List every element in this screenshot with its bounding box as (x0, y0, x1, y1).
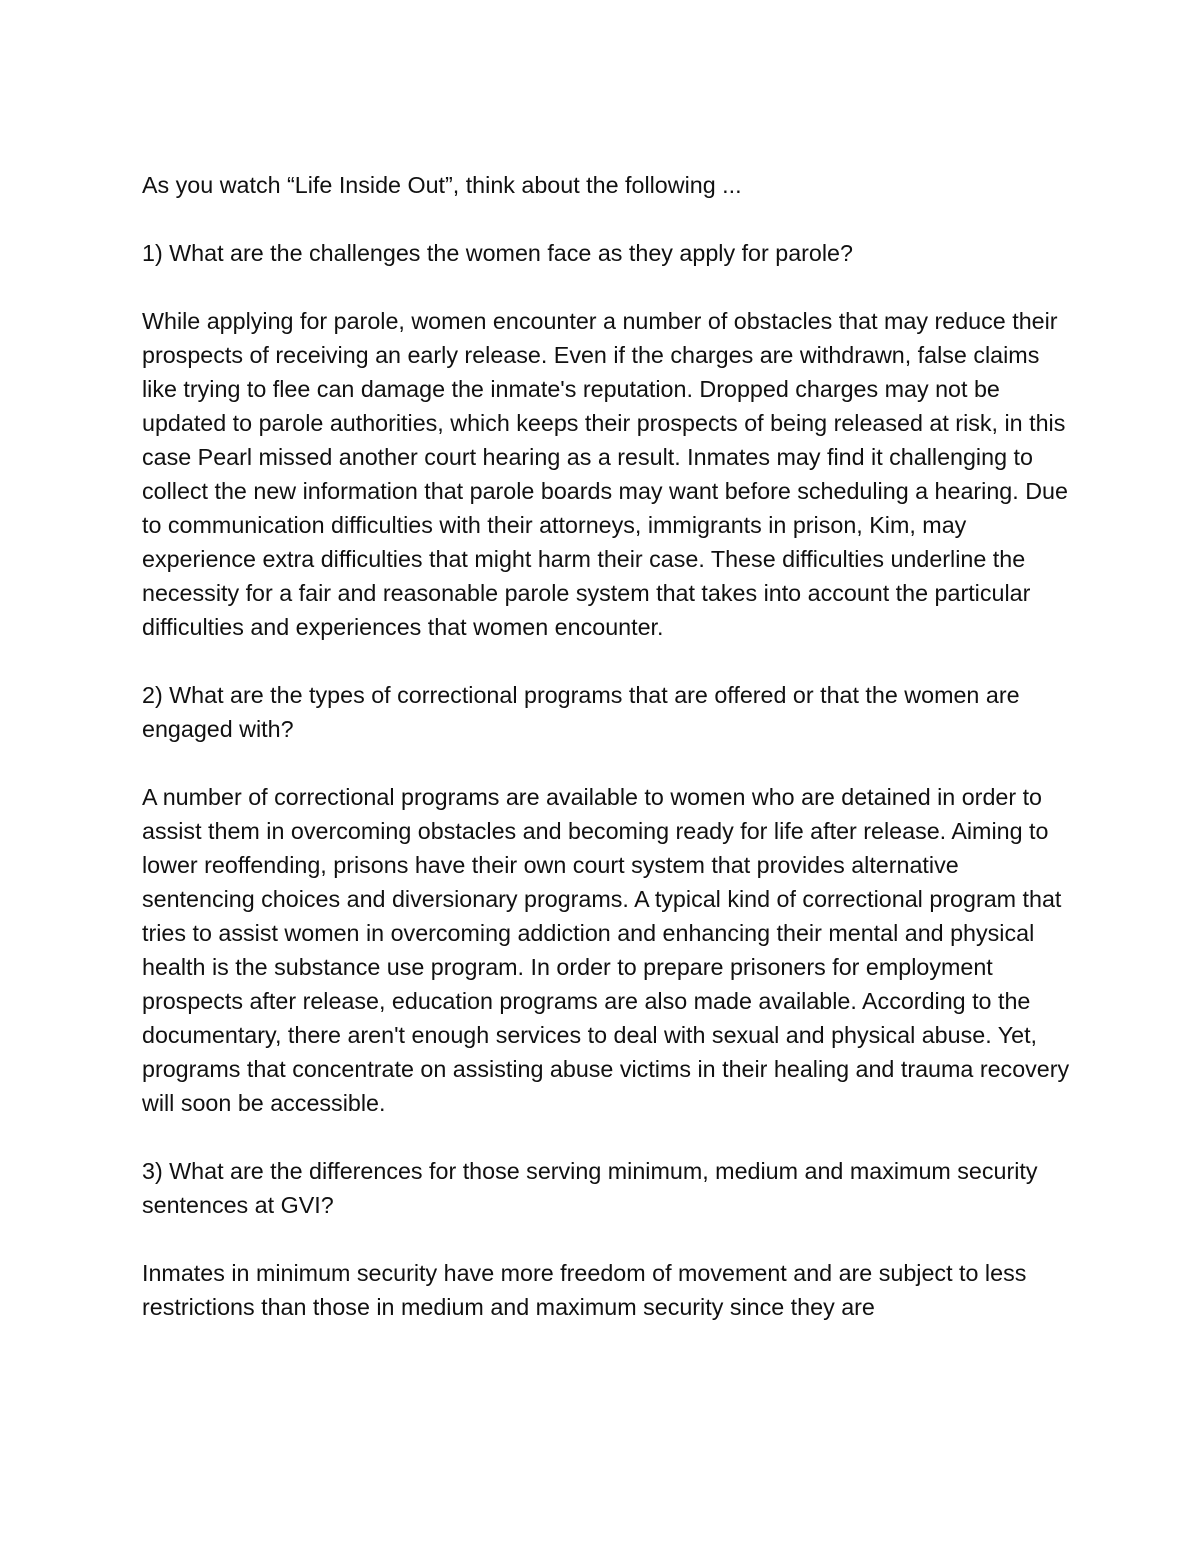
answer-3: Inmates in minimum security have more freedom of movement and are subject to less restrictions than those in medium and maximum security since they are (142, 1260, 1027, 1320)
question-2: 2) What are the types of correctional programs that are offered or that the women are engaged with? (142, 682, 1020, 742)
question-1: 1) What are the challenges the women face as they apply for parole? (142, 240, 853, 266)
answer-1: While applying for parole, women encounter a number of obstacles that may reduce their prospects of receiving an early release. Even if the charges are withdrawn, false claims like trying to flee can damage the inmate's reputation. Dropped charges may not be updated to parole authorities, which keeps their prospects of being released at risk, in this case Pearl missed another court hearing as a result. Inmates may find it challenging to collect the new information that parole boards may want before scheduling a hearing. Due to communication difficulties with their attorneys, immigrants in prison, Kim, may experience extra difficulties that might harm their case. These difficulties underline the necessity for a fair and reasonable parole system that takes into account the particular difficulties and experiences that women encounter. (142, 308, 1068, 640)
question-3: 3) What are the differences for those serving minimum, medium and maximum security sentences at GVI? (142, 1158, 1038, 1218)
document-body (142, 168, 1072, 1358)
intro-line: As you watch “Life Inside Out”, think about the following ... (142, 172, 742, 198)
answer-2: A number of correctional programs are available to women who are detained in order to assist them in overcoming obstacles and becoming ready for life after release. Aiming to lower reoffending, prisons have their own court system that provides alternative sentencing choices and diversionary programs. A typical kind of correctional program that tries to assist women in overcoming addiction and enhancing their mental and physical health is the substance use program. In order to prepare prisoners for employment prospects after release, education programs are also made available. According to the documentary, there aren't enough services to deal with sexual and physical abuse. Yet, programs that concentrate on assisting abuse victims in their healing and trauma recovery will soon be accessible. (142, 784, 1070, 1116)
